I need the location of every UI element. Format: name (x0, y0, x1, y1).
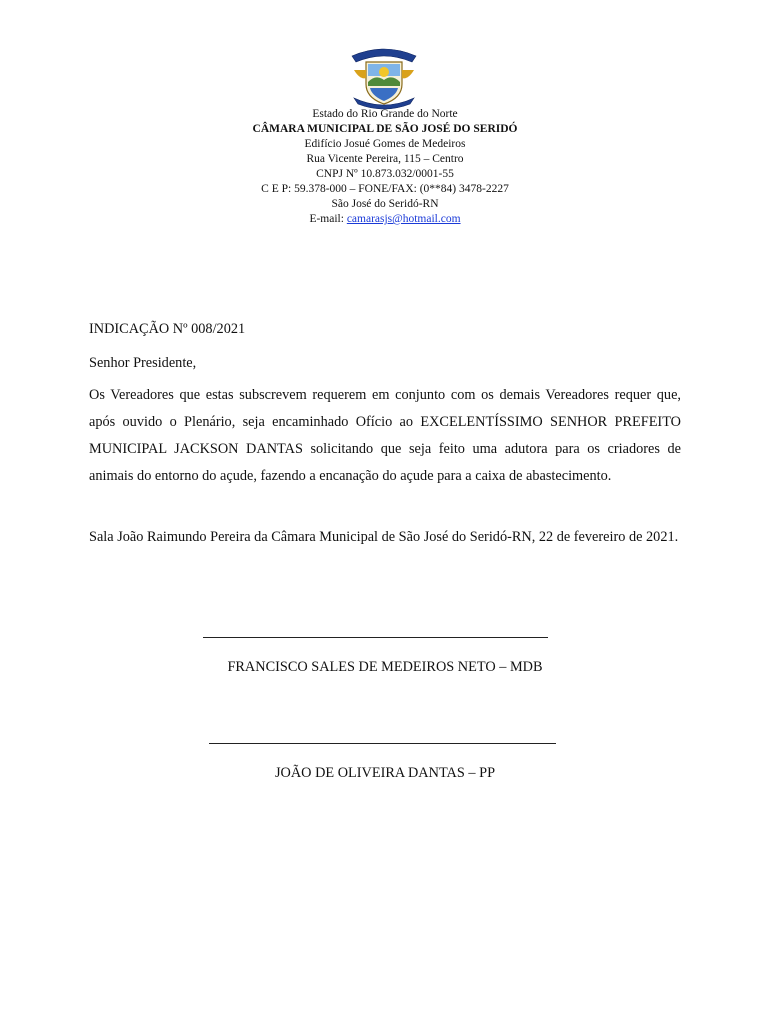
email-label: E-mail: (309, 213, 347, 225)
cep-phone: C E P: 59.378-000 – FONE/FAX: (0**84) 3478-2227 (261, 183, 509, 195)
email-link[interactable]: camarasjs@hotmail.com (346, 213, 461, 225)
city-name: São José do Seridó-RN (331, 198, 439, 210)
document-heading: INDICAÇÃO Nº 008/2021 (89, 321, 246, 337)
request-paragraph: Os Vereadores que estas subscrevem requerem em conjunto com os demais Vereadores requer que, após ouvido o Plenário, seja encaminhado Ofício ao EXCELENTÍSSIMO SENHOR PREFEITO MUNICIPAL JACKSON DANTAS solicitando que seja feito uma adutora para os criadores de animais do entorno do açude, fazendo a encanação do açude para a caixa de abastecimento. (89, 387, 681, 484)
state-name: Estado do Rio Grande do Norte (312, 108, 458, 120)
coat-of-arms-logo (344, 44, 424, 110)
chamber-name: CÂMARA MUNICIPAL DE SÃO JOSÉ DO SERIDÓ (252, 123, 518, 135)
signatory-name-1: FRANCISCO SALES DE MEDEIROS NETO – MDB (227, 659, 543, 675)
greeting: Senhor Presidente, (89, 355, 197, 371)
signatory-name-2: JOÃO DE OLIVEIRA DANTAS – PP (274, 765, 496, 781)
cnpj-number: CNPJ Nº 10.873.032/0001-55 (316, 168, 454, 180)
building-name: Edifício Josué Gomes de Medeiros (304, 138, 466, 150)
date-location-paragraph: Sala João Raimundo Pereira da Câmara Municipal de São José do Seridó-RN, 22 de fevereiro de 2021. (89, 529, 679, 545)
street-address: Rua Vicente Pereira, 115 – Centro (306, 153, 464, 165)
letterhead (0, 107, 770, 227)
email-line (0, 212, 770, 227)
signature-line-1 (203, 637, 548, 638)
signature-line-2 (209, 743, 556, 744)
